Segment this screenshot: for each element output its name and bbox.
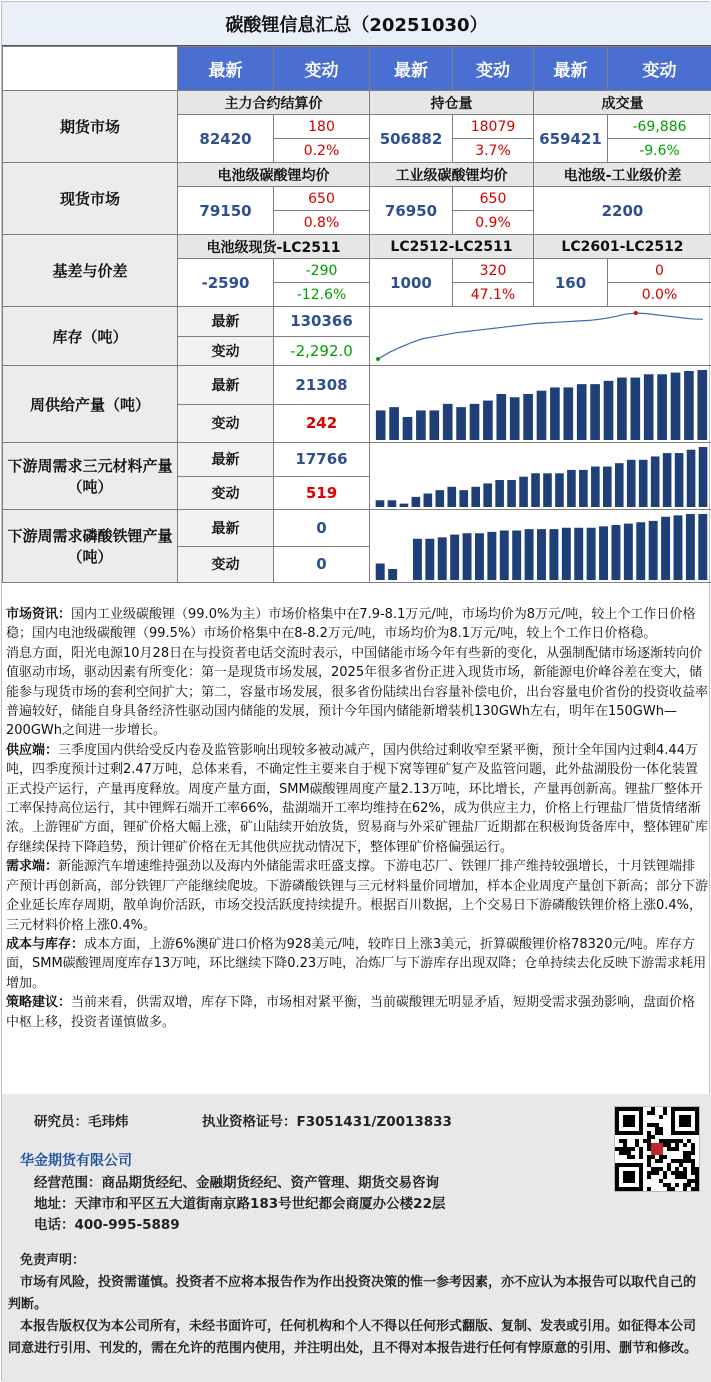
inventory-max-marker: [634, 311, 638, 315]
para-cost: 成本与库存：成本方面，上游6%澳矿进口价格为928美元/吨，较昨日上涨3美元，折算碳酸锂价格78320元/吨。库存方面，SMM碳酸锂周度库存13万吨，环比继续下降0.23万吨，冶炼厂与下游库存出现双降；仓单持续去化反映下游需求耗用增加。: [6, 936, 707, 991]
supply-chart-cell: [370, 366, 711, 443]
bar: [471, 487, 480, 507]
basis-col-2: LC2512-LC2511: [370, 235, 534, 259]
lfp-change-label: 变动: [178, 546, 274, 583]
basis1-latest: -2590: [178, 259, 274, 307]
bar: [519, 477, 528, 507]
bar: [537, 529, 546, 580]
bar: [630, 378, 640, 440]
futures-col-settle: 主力合约结算价: [178, 91, 370, 115]
bar: [604, 381, 614, 440]
bar: [599, 526, 608, 580]
bar: [507, 480, 516, 507]
basis3-change: 0: [608, 259, 711, 283]
ternary-bar-chart: [370, 443, 711, 509]
inventory-change: -2,292.0: [274, 336, 370, 366]
ternary-change: 519: [274, 476, 370, 510]
lfp-latest-label: 最新: [178, 510, 274, 547]
battery-change: 650: [274, 187, 370, 211]
bar: [416, 410, 426, 440]
basis-col-1: 电池级现货-LC2511: [178, 235, 370, 259]
bar: [555, 473, 564, 507]
bar: [495, 480, 504, 507]
header-change: 变动: [274, 47, 370, 91]
bar: [577, 384, 587, 440]
bar: [459, 490, 468, 507]
bar: [644, 374, 654, 440]
bar: [617, 378, 627, 440]
bar: [389, 407, 399, 440]
bar: [475, 533, 484, 580]
inventory-change-label: 变动: [178, 336, 274, 366]
bar: [675, 453, 684, 507]
bar: [413, 539, 422, 580]
bar: [661, 517, 670, 580]
bar: [587, 528, 596, 580]
bar: [615, 463, 624, 507]
lfp-latest: 0: [274, 510, 370, 547]
industrial-pct: 0.9%: [453, 211, 534, 235]
basis2-change: 320: [453, 259, 534, 283]
bar: [687, 450, 696, 507]
bar: [425, 539, 434, 580]
basis1-pct: -12.6%: [274, 283, 370, 307]
bar: [470, 404, 480, 440]
lfp-bar-chart: [370, 510, 711, 582]
para-strategy: 策略建议：当前来看，供需双增，库存下降，市场相对紧平衡，当前碳酸锂无明显矛盾，短期受需求强劲影响，盘面价格中枢上移，投资者谨慎做多。: [6, 995, 696, 1030]
oi-latest: 506882: [370, 115, 453, 163]
industrial-change: 650: [453, 187, 534, 211]
settle-pct: 0.2%: [274, 139, 370, 163]
bar: [686, 514, 695, 580]
address: 地址：天津市和平区五大道街南京路183号世纪都会商厦办公楼22层: [34, 1196, 446, 1212]
para-supply: 供应端：三季度国内供给受反内卷及监管影响出现较多被动减产，国内供给过剩收窄至紧平衡，预计全年国内过剩4.44万吨，四季度预计过剩2.47万吨，总体来看，不确定性主要来自于枧下窝等锂矿复产及监管问题，此外盐湖股份一体化装置正式投产运行，产量再度释放。周度产量方面，SMM碳酸锂周度产量2.13万吨，环比增长，产量再创新高。锂盐厂整体开工率保持高位运行，其中锂辉石端开工率66%，盐湖端开工率均维持在62%，成为供应主力，价格上行锂盐厂惜货情绪渐浓。上游锂矿方面，锂矿价格大幅上涨，矿山陆续开始放货，贸易商与外采矿锂盐厂近期都在积极询货备库中，整体锂矿库存继续保持下降趋势，预计锂矿价格在无其他供应扰动情况下，整体锂矿价格偏强运行。: [6, 742, 709, 855]
report-frame: [1, 1, 710, 1381]
ternary-latest-label: 最新: [178, 443, 274, 477]
bar: [549, 529, 558, 580]
bar: [412, 497, 421, 507]
bar: [674, 515, 683, 580]
bar: [699, 447, 708, 507]
bar: [523, 394, 533, 440]
spot-col-industrial: 工业级碳酸锂均价: [370, 163, 534, 187]
disclaimer: [8, 1250, 704, 1360]
basis3-pct: 0.0%: [608, 283, 711, 307]
bar: [463, 533, 472, 580]
inventory-min-marker: [376, 357, 380, 361]
volume-pct: -9.6%: [608, 139, 711, 163]
futures-col-oi: 持仓量: [370, 91, 534, 115]
settle-change: 180: [274, 115, 370, 139]
supply-bar-chart: [370, 366, 711, 442]
inventory-latest: 130366: [274, 307, 370, 337]
volume-change: -69,886: [608, 115, 711, 139]
bar: [627, 460, 636, 507]
disclaimer-title: 免责声明：: [20, 1253, 86, 1268]
phone: 电话：400-995-5889: [34, 1217, 180, 1233]
inventory-label: 库存（吨）: [3, 307, 178, 366]
futures-subheader: [3, 91, 711, 115]
para-news: 消息方面，阳光电源10月28日在与投资者电话交流时表示，中国储能市场今年有些新的变化，从强制配储市场逐渐转向价值驱动市场，驱动因素有所变化：第一是现货市场发展，2025年很多省份正进入现货市场，新能源电价峰谷差在变大，储能参与现货市场的套利空间扩大；第二，容量市场发展，很多省份陆续出台容量补偿电价，出台容量电价省份的投资收益率普遍较好，储能自身具备经济性驱动国内储能的发展，预计今年国内储能新增装机130GWh左右，明年在150GWh—200GWh之间进一步增长。: [6, 645, 709, 739]
bar: [562, 528, 571, 580]
commentary: [6, 605, 708, 1032]
bar: [487, 532, 496, 580]
spot-label: 现货市场: [3, 163, 178, 235]
basis2-pct: 47.1%: [453, 283, 534, 307]
bar: [450, 535, 459, 580]
oi-pct: 3.7%: [453, 139, 534, 163]
bar: [611, 525, 620, 580]
inventory-latest-label: 最新: [178, 307, 274, 337]
header-latest: 最新: [534, 47, 608, 91]
spot-col-spread: 电池级-工业级价差: [534, 163, 711, 187]
bar: [698, 514, 707, 580]
bar: [429, 410, 439, 440]
ternary-change-label: 变动: [178, 476, 274, 510]
bar: [537, 391, 547, 440]
bar: [563, 387, 573, 440]
bar: [435, 490, 444, 507]
header-change: 变动: [608, 47, 711, 91]
header-latest: 最新: [370, 47, 453, 91]
summary-table: [2, 46, 711, 583]
supply-latest-label: 最新: [178, 366, 274, 405]
bar: [639, 460, 648, 507]
bar: [512, 531, 521, 581]
futures-col-volume: 成交量: [534, 91, 711, 115]
battery-latest: 79150: [178, 187, 274, 235]
bar: [483, 483, 492, 507]
business-scope: 经营范围：商品期货经纪、金融期货经纪、资产管理、期货交易咨询: [34, 1175, 439, 1191]
bar: [579, 470, 588, 507]
bar: [649, 521, 658, 580]
bar: [543, 473, 552, 507]
lfp-chart-cell: [370, 510, 711, 583]
bar: [697, 370, 707, 440]
report-title: 碳酸锂信息汇总（20251030）: [2, 2, 711, 46]
bar: [483, 401, 493, 440]
bar: [376, 564, 385, 581]
bar: [443, 404, 453, 440]
bar: [657, 374, 667, 440]
spot-col-battery: 电池级碳酸锂均价: [178, 163, 370, 187]
bar: [567, 470, 576, 507]
futures-label: 期货市场: [3, 91, 178, 163]
lfp-change: 0: [274, 546, 370, 583]
basis3-latest: 160: [534, 259, 608, 307]
bar: [447, 487, 456, 507]
bar: [376, 500, 385, 507]
para-demand: 需求端：新能源汽车增速维持强劲以及海内外储能需求旺盛支撑。下游电芯厂、铁锂厂排产维持较强增长，十月铁锂端排产预计再创新高，部分铁锂厂产能继续爬坡。下游磷酸铁锂与三元材料量价同增加，样本企业周度产量创下新高；部分下游企业延长库存周期，散单询价活跃，市场交投活跃度持续提升。根据百川数据，上个交易日下游磷酸铁锂价格上涨0.4%，三元材料价格上涨0.4%。: [6, 859, 709, 933]
settle-latest: 82420: [178, 115, 274, 163]
lfp-label: 下游周需求磷酸铁锂产量（吨）: [3, 510, 178, 583]
bar: [400, 504, 409, 507]
bar: [500, 531, 509, 581]
bar: [590, 384, 600, 440]
bar: [376, 410, 386, 440]
ternary-latest: 17766: [274, 443, 370, 477]
basis-col-3: LC2601-LC2512: [534, 235, 711, 259]
bar: [550, 387, 560, 440]
disclaimer-p2: 本报告版权仅为本公司所有，未经书面许可，任何机构和个人不得以任何形式翻版、复制、发表或引用。如征得本公司同意进行引用、刊发的，需在允许的范围内使用，并注明出处，且不得对本报告进行任何有悖原意的引用、删节和修改。: [8, 1319, 698, 1356]
bar: [671, 373, 681, 440]
supply-change: 242: [274, 404, 370, 443]
bar: [525, 529, 534, 580]
footer: [2, 1094, 711, 1382]
bar: [388, 500, 397, 507]
disclaimer-p1: 市场有风险，投资需谨慎。投资者不应将本报告作为作出投资决策的惟一参考因素，亦不应认为本报告可以取代自己的判断。: [8, 1275, 697, 1312]
bar: [636, 522, 645, 580]
basis-label: 基差与价差: [3, 235, 178, 307]
bar: [624, 524, 633, 580]
bar: [403, 417, 413, 440]
bar: [496, 394, 506, 440]
header-latest: 最新: [178, 47, 274, 91]
bar: [456, 407, 466, 440]
supply-label: 周供给产量（吨）: [3, 366, 178, 443]
bar: [510, 397, 520, 440]
bar: [651, 456, 660, 507]
qr-code[interactable]: [614, 1106, 700, 1192]
supply-latest: 21308: [274, 366, 370, 405]
battery-pct: 0.8%: [274, 211, 370, 235]
bar: [574, 528, 583, 580]
oi-change: 18079: [453, 115, 534, 139]
bar: [438, 537, 447, 580]
industrial-latest: 76950: [370, 187, 453, 235]
bar: [424, 494, 433, 507]
bar: [663, 453, 672, 507]
company-name: 华金期货有限公司: [20, 1153, 132, 1169]
spread-value: 2200: [534, 187, 711, 235]
supply-change-label: 变动: [178, 404, 274, 443]
cert-number: 执业资格证号：F3051431/Z0013833: [202, 1114, 452, 1130]
header-change: 变动: [453, 47, 534, 91]
header-row: [3, 47, 711, 91]
researcher: 研究员：毛玮炜: [34, 1114, 129, 1130]
inventory-chart-cell: [370, 307, 711, 366]
bar: [684, 371, 694, 440]
basis2-latest: 1000: [370, 259, 453, 307]
para-market: 市场资讯：国内工业级碳酸锂（99.0%为主）市场价格集中在7.9-8.1万元/吨，市场均价为8万元/吨，较上个工作日价格稳；国内电池级碳酸锂（99.5%）市场价格集中在8-8.2万元/吨，市场均价为8.1万元/吨，较上个工作日价格稳。: [6, 607, 696, 642]
basis1-change: -290: [274, 259, 370, 283]
bar: [603, 467, 612, 507]
inventory-series-line: [378, 313, 703, 359]
bar: [388, 569, 397, 580]
bar: [591, 467, 600, 507]
ternary-chart-cell: [370, 443, 711, 510]
volume-latest: 659421: [534, 115, 608, 163]
ternary-label: 下游周需求三元材料产量（吨）: [3, 443, 178, 510]
inventory-line-chart: [370, 307, 711, 365]
bar: [531, 473, 540, 507]
